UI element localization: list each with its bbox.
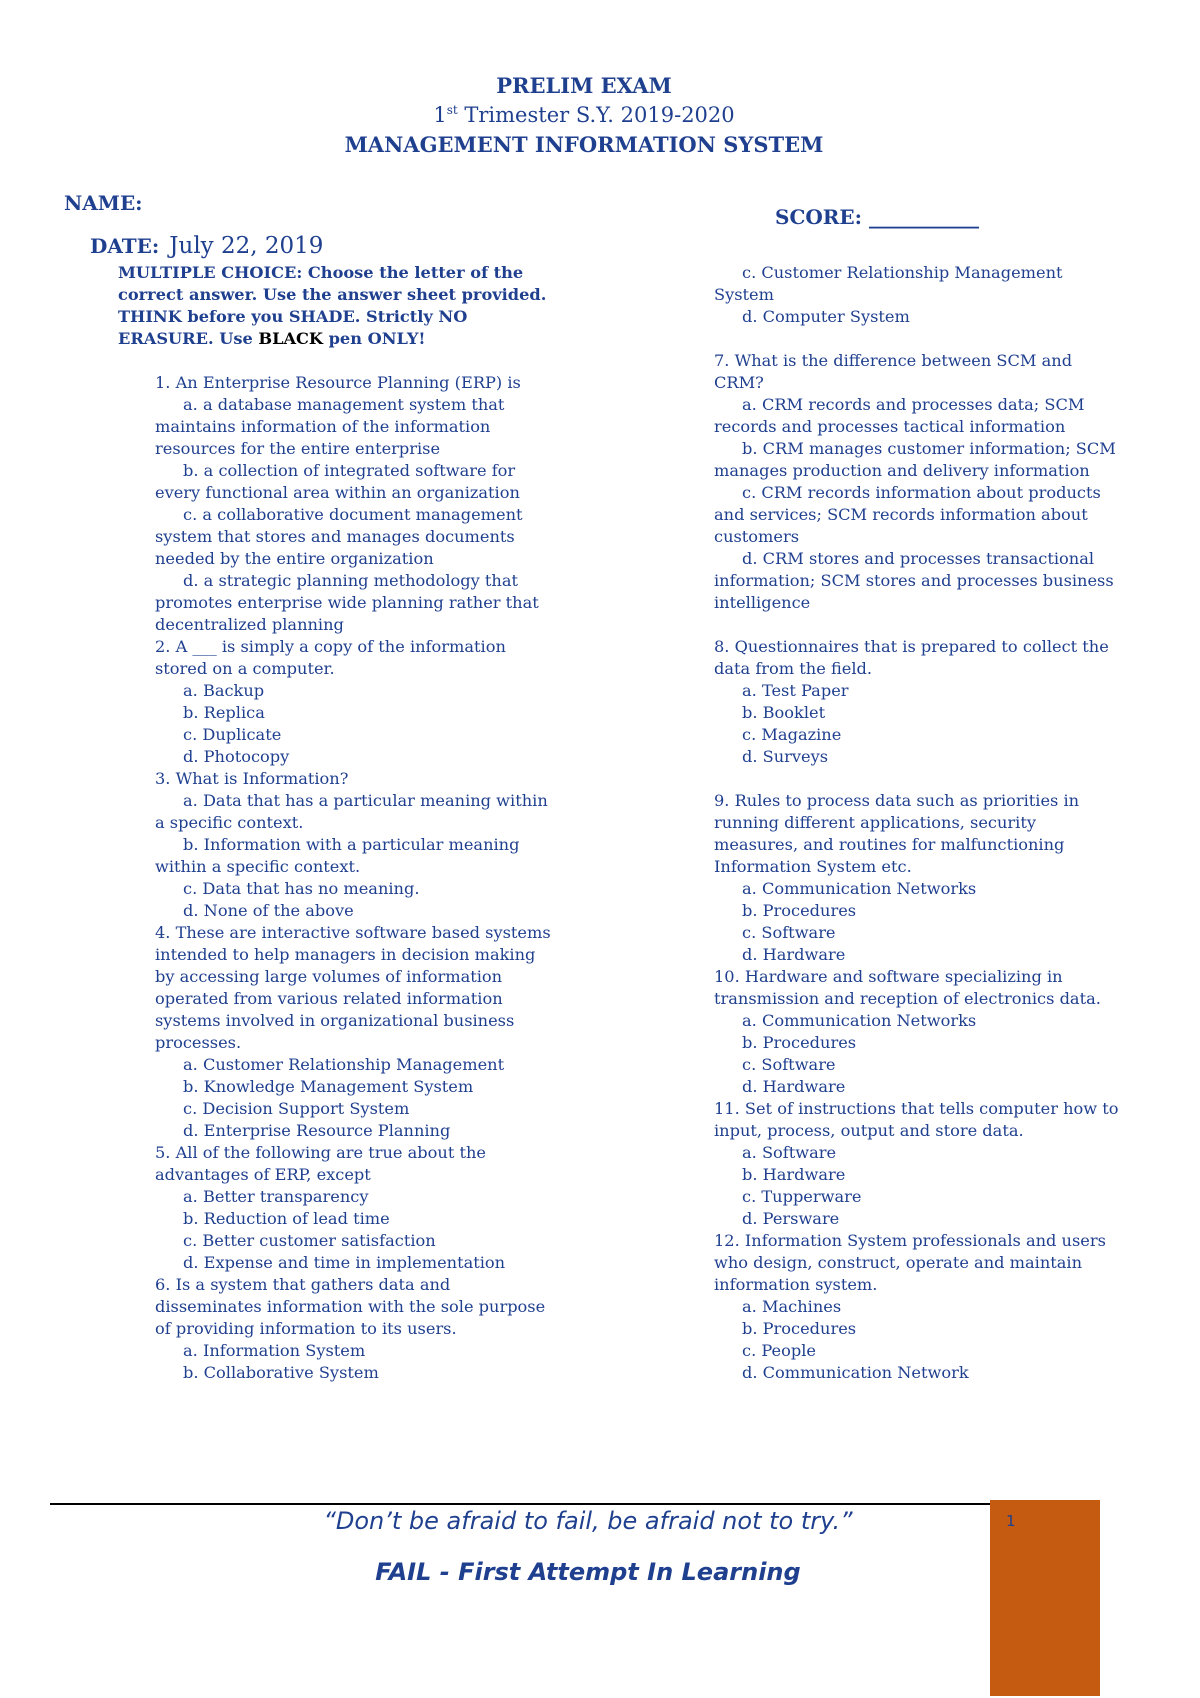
option-11a: a. Software (742, 1143, 837, 1162)
option-9b: b. Procedures (742, 901, 857, 920)
footer-motto: FAIL - First Attempt In Learning (375, 1558, 801, 1586)
left-column (118, 262, 555, 1384)
page-number: 1 (1006, 1512, 1016, 1530)
instructions-text-end: pen ONLY! (322, 329, 426, 348)
option-3a: a. Data that has a particular meaning within a specific context. (155, 791, 548, 832)
option-6c: c. Customer Relationship Management System (714, 263, 1063, 304)
option-8a: a. Test Paper (742, 681, 849, 700)
option-10c: c. Software (742, 1055, 836, 1074)
date-value: July 22, 2019 (169, 233, 324, 259)
question-11: 11. Set of instructions that tells computer how to input, process, output and store data. (714, 1099, 1119, 1140)
trimester-text: Trimester S.Y. 2019-2020 (457, 103, 735, 127)
option-10b: b. Procedures (742, 1033, 857, 1052)
option-9d: d. Hardware (742, 945, 846, 964)
option-7d: d. CRM stores and processes transactional information; SCM stores and processes business intelligence (714, 549, 1114, 612)
exam-title: PRELIM EXAM (496, 73, 672, 98)
option-1d: d. a strategic planning methodology that promotes enterprise wide planning rather that decentralized planning (155, 571, 539, 634)
question-3: 3. What is Information? (155, 769, 349, 788)
question-10: 10. Hardware and software specializing in transmission and reception of electronics data. (714, 967, 1101, 1008)
course-title: MANAGEMENT INFORMATION SYSTEM (344, 132, 824, 157)
right-column (714, 262, 1120, 1384)
option-3b: b. Information with a particular meaning within a specific context. (155, 835, 520, 876)
option-10d: d. Hardware (742, 1077, 846, 1096)
score-label: SCORE: ___________ (775, 205, 979, 229)
question-1: 1. An Enterprise Resource Planning (ERP) is (155, 373, 521, 392)
question-9: 9. Rules to process data such as priorities in running different applications, security measures, and routines for malfunctioning Information System etc. (714, 791, 1080, 876)
option-1c: c. a collaborative document management system that stores and manages documents needed by the entire organization (155, 505, 523, 568)
option-10a: a. Communication Networks (742, 1011, 977, 1030)
option-5c: c. Better customer satisfaction (183, 1231, 436, 1250)
option-4b: b. Knowledge Management System (183, 1077, 474, 1096)
trimester-number: 1 (433, 103, 447, 127)
footer-divider (50, 1503, 990, 1505)
option-2c: c. Duplicate (183, 725, 282, 744)
option-5b: b. Reduction of lead time (183, 1209, 390, 1228)
option-2a: a. Backup (183, 681, 265, 700)
option-6b: b. Collaborative System (183, 1363, 379, 1382)
option-9a: a. Communication Networks (742, 879, 977, 898)
option-11c: c. Tupperware (742, 1187, 862, 1206)
question-2: 2. A ___ is simply a copy of the information stored on a computer. (155, 637, 506, 678)
option-6a: a. Information System (183, 1341, 366, 1360)
question-5: 5. All of the following are true about the advantages of ERP, except (155, 1143, 486, 1184)
option-12d: d. Communication Network (742, 1363, 969, 1382)
option-2d: d. Photocopy (183, 747, 290, 766)
trimester-line (0, 103, 1168, 127)
instructions-emphasis: BLACK (258, 329, 323, 348)
option-1a: a. a database management system that maintains information of the information resources for the entire enterprise (155, 395, 505, 458)
option-3c: c. Data that has no meaning. (183, 879, 420, 898)
instructions (118, 262, 548, 350)
option-1b: b. a collection of integrated software for every functional area within an organization (155, 461, 520, 502)
option-7b: b. CRM manages customer information; SCM manages production and delivery information (714, 439, 1116, 480)
name-label: NAME: (64, 191, 143, 215)
footer-quote: “Don’t be afraid to fail, be afraid not to try.” (323, 1507, 853, 1535)
option-12a: a. Machines (742, 1297, 842, 1316)
option-9c: c. Software (742, 923, 836, 942)
question-7: 7. What is the difference between SCM and CRM? (714, 351, 1073, 392)
question-6: 6. Is a system that gathers data and disseminates information with the sole purpose of providing information to its users. (155, 1275, 546, 1338)
option-11d: d. Persware (742, 1209, 840, 1228)
option-7c: c. CRM records information about products and services; SCM records information about customers (714, 483, 1101, 546)
question-4: 4. These are interactive software based systems intended to help managers in decision making by accessing large volumes of information operated from various related information systems involved in organizational business processes. (155, 923, 551, 1052)
option-12c: c. People (742, 1341, 816, 1360)
option-5a: a. Better transparency (183, 1187, 369, 1206)
option-7a: a. CRM records and processes data; SCM records and processes tactical information (714, 395, 1085, 436)
option-8b: b. Booklet (742, 703, 826, 722)
option-6d: d. Computer System (742, 307, 910, 326)
question-12: 12. Information System professionals and users who design, construct, operate and maintain information system. (714, 1231, 1106, 1294)
option-4d: d. Enterprise Resource Planning (183, 1121, 451, 1140)
option-2b: b. Replica (183, 703, 265, 722)
option-12b: b. Procedures (742, 1319, 857, 1338)
option-5d: d. Expense and time in implementation (183, 1253, 506, 1272)
option-4c: c. Decision Support System (183, 1099, 410, 1118)
trimester-superscript: st (446, 103, 458, 117)
option-11b: b. Hardware (742, 1165, 846, 1184)
date-row (90, 233, 323, 259)
date-label: DATE: (90, 234, 160, 258)
instructions-text: MULTIPLE CHOICE: Choose the letter of the correct answer. Use the answer sheet provided. THINK before you SHADE. Strictly NO ERASURE. Use (118, 263, 547, 348)
option-4a: a. Customer Relationship Management (183, 1055, 505, 1074)
option-8d: d. Surveys (742, 747, 829, 766)
option-3d: d. None of the above (183, 901, 354, 920)
question-8: 8. Questionnaires that is prepared to collect the data from the field. (714, 637, 1109, 678)
option-8c: c. Magazine (742, 725, 842, 744)
